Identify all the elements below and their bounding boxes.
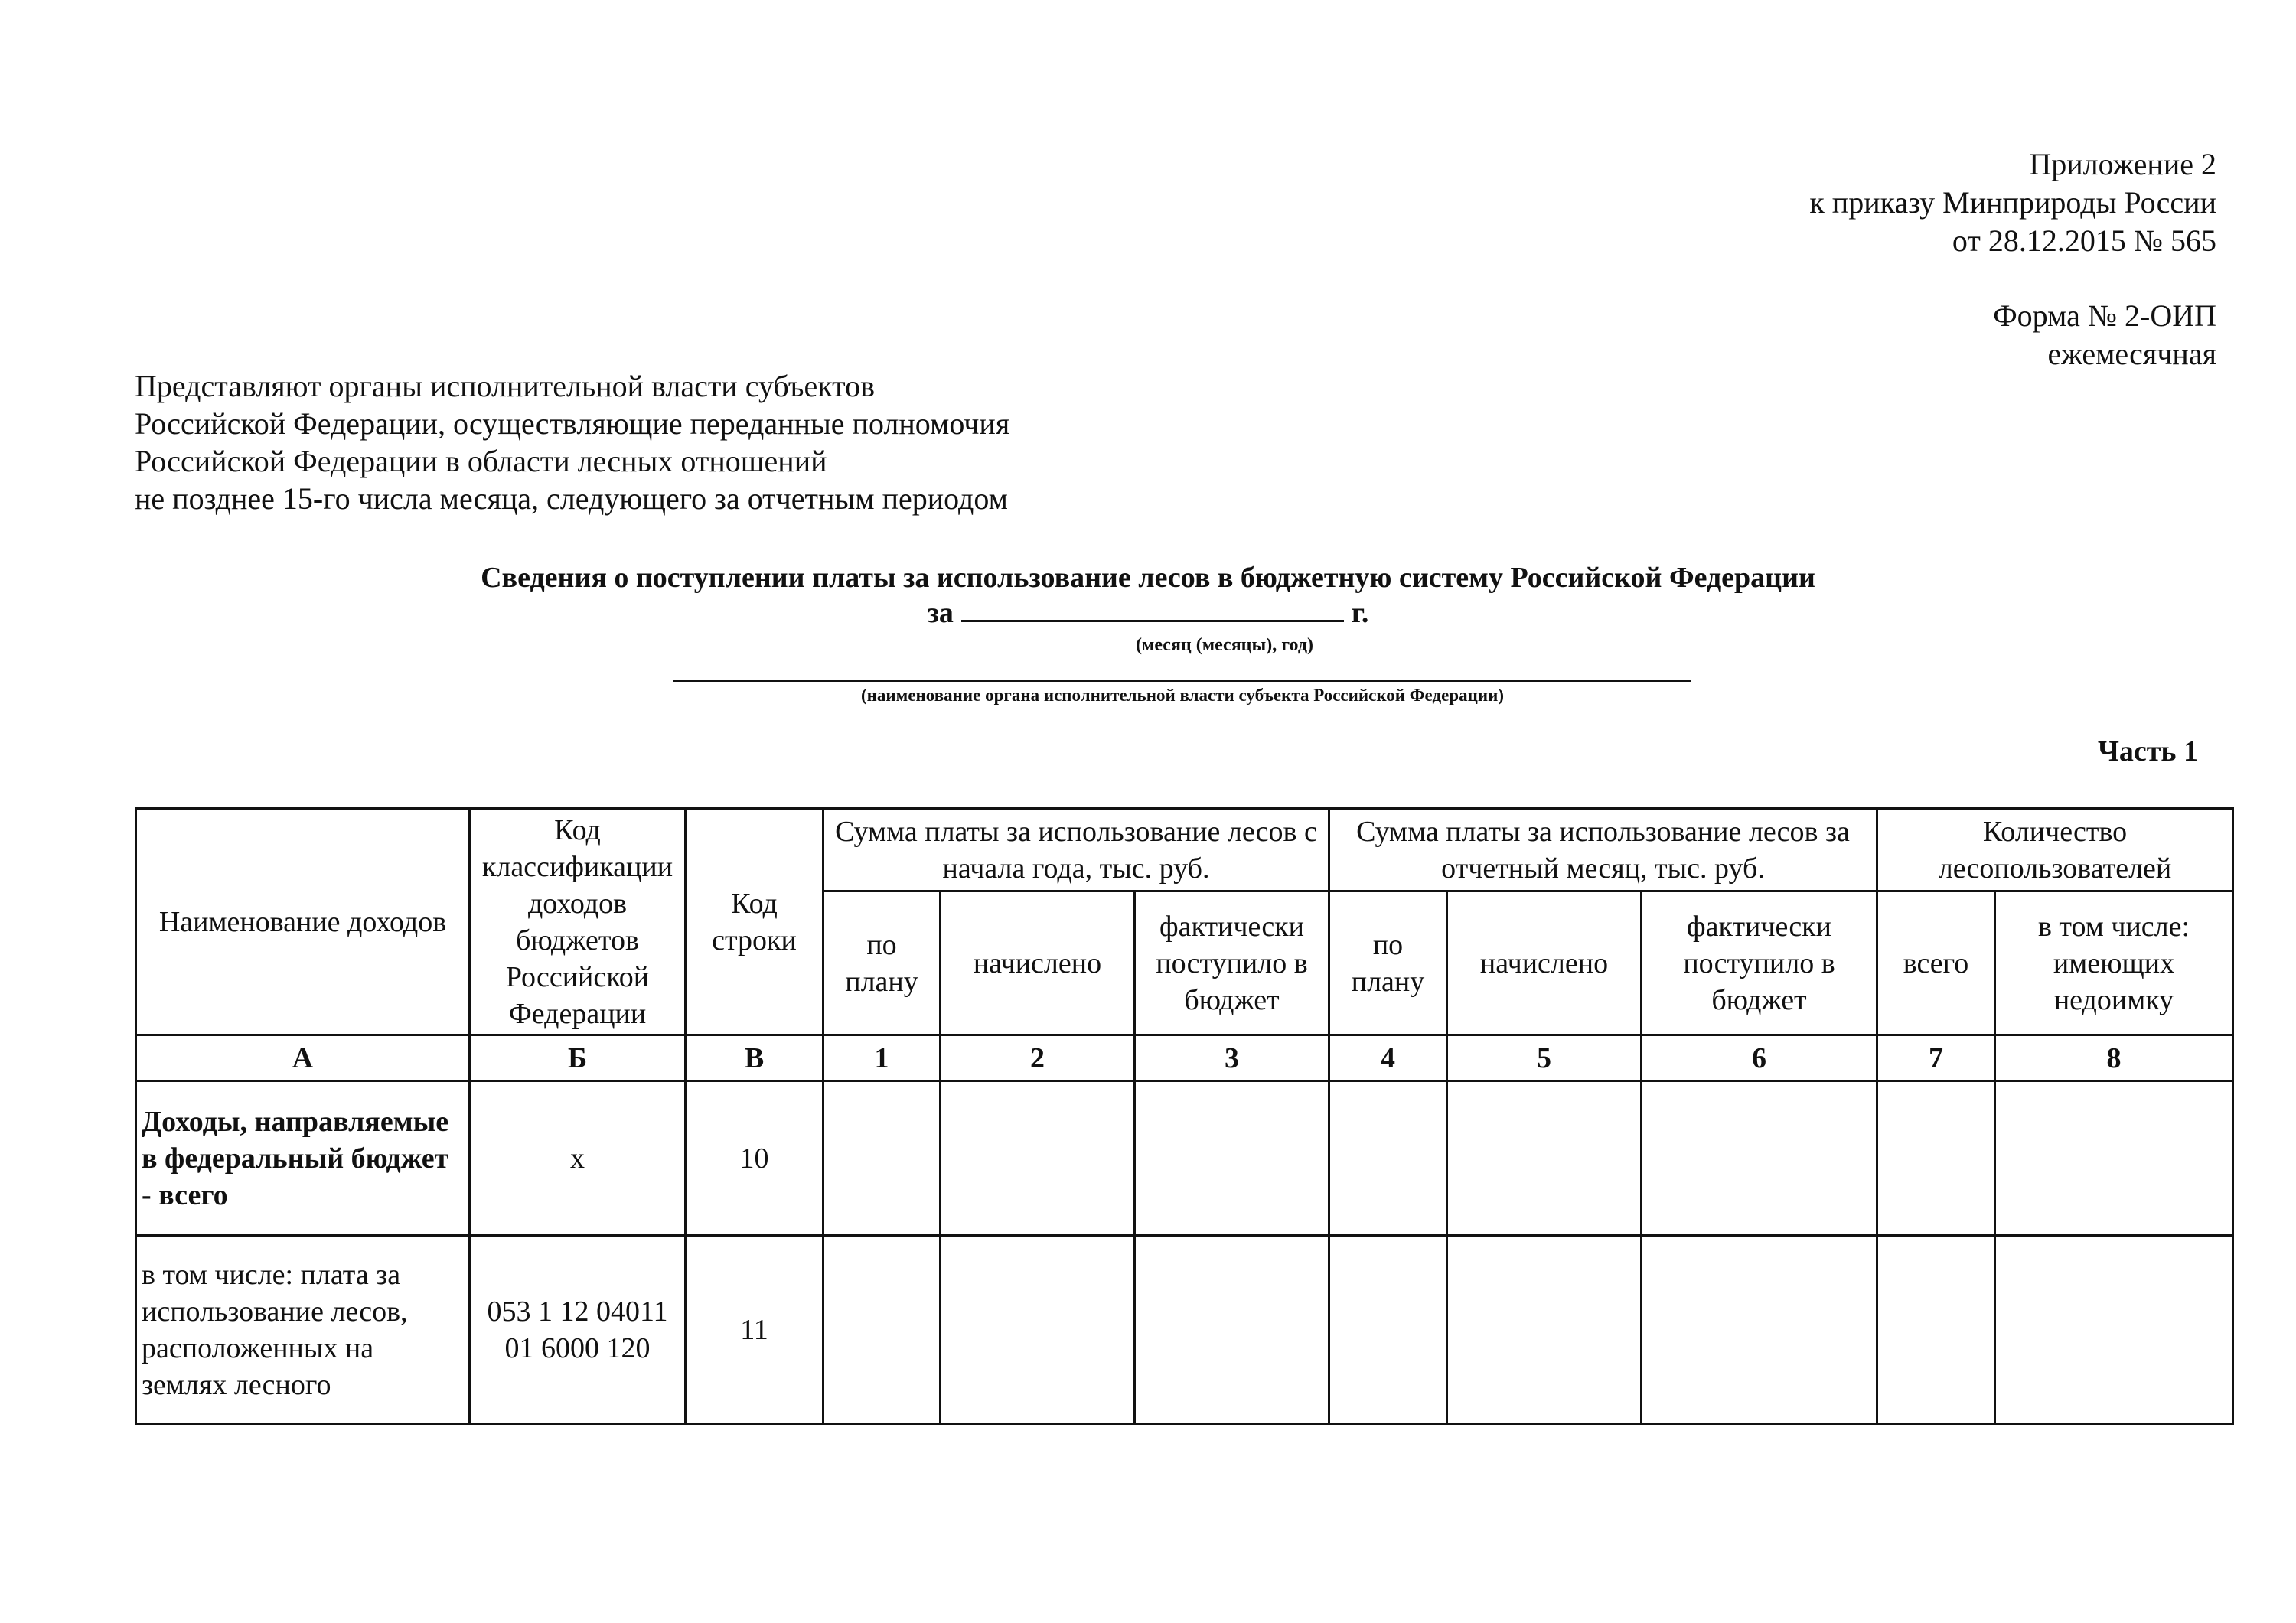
row-code: 10	[686, 1081, 823, 1236]
cell-accrued-year[interactable]	[941, 1236, 1135, 1424]
cell-users-arrears[interactable]	[1995, 1236, 2233, 1424]
document-title: Сведения о поступлении платы за использование лесов в бюджетную систему Российской Федерации	[481, 562, 1815, 594]
cell-accrued-month[interactable]	[1447, 1236, 1642, 1424]
row-classification-code: 053 1 12 04011 01 6000 120	[470, 1236, 686, 1424]
cell-received-year[interactable]	[1135, 1081, 1329, 1236]
header-plan-year: по плану	[823, 891, 941, 1035]
submitter-line: не позднее 15-го числа месяца, следующего за отчетным периодом	[135, 481, 1008, 516]
header-name: Наименование доходов	[136, 809, 470, 1035]
period-line	[0, 595, 2296, 631]
row-name: в том числе: плата за использование лесов, расположенных на землях лесного	[136, 1236, 470, 1424]
cell-accrued-year[interactable]	[941, 1081, 1135, 1236]
row-classification-code: x	[470, 1081, 686, 1236]
form-identifier	[1993, 297, 2216, 373]
cell-users-total[interactable]	[1877, 1236, 1995, 1424]
period-blank-field[interactable]	[961, 597, 1344, 622]
header-row-code: Код строки	[686, 809, 823, 1035]
period-caption: (месяц (месяцы), год)	[1136, 635, 1313, 655]
column-code: В	[686, 1035, 823, 1081]
header-accrued-month: начислено	[1447, 891, 1642, 1035]
column-code: 3	[1135, 1035, 1329, 1081]
column-code: 6	[1642, 1035, 1877, 1081]
header-received-month: фактически поступило в бюджет	[1642, 891, 1877, 1035]
income-table	[135, 807, 2234, 1425]
row-name: Доходы, направляемые в федеральный бюджет - всего	[136, 1081, 470, 1236]
appendix-order: к приказу Минприроды России	[1809, 185, 2216, 220]
appendix-order-date: от 28.12.2015 № 565	[1952, 223, 2216, 258]
table-row	[136, 1081, 2233, 1236]
submitter-line: Представляют органы исполнительной власти субъектов	[135, 369, 875, 403]
submitter-line: Российской Федерации в области лесных отношений	[135, 444, 827, 478]
header-received-year: фактически поступило в бюджет	[1135, 891, 1329, 1035]
header-group-month: Сумма платы за использование лесов за отчетный месяц, тыс. руб.	[1329, 809, 1877, 891]
column-code: 5	[1447, 1035, 1642, 1081]
authority-caption: (наименование органа исполнительной власти субъекта Российской Федерации)	[860, 686, 1504, 705]
column-code: 1	[823, 1035, 941, 1081]
appendix-reference	[1809, 145, 2216, 260]
header-plan-month: по плану	[1329, 891, 1447, 1035]
cell-received-month[interactable]	[1642, 1236, 1877, 1424]
column-code: 7	[1877, 1035, 1995, 1081]
submitter-block	[135, 367, 1009, 517]
part-label: Часть 1	[2097, 735, 2198, 768]
cell-plan-year[interactable]	[823, 1236, 941, 1424]
header-classification-code: Код классификации доходов бюджетов Российской Федерации	[470, 809, 686, 1035]
table-row	[136, 1236, 2233, 1424]
appendix-number: Приложение 2	[2029, 147, 2216, 181]
column-code: Б	[470, 1035, 686, 1081]
cell-plan-month[interactable]	[1329, 1081, 1447, 1236]
column-code: А	[136, 1035, 470, 1081]
cell-received-month[interactable]	[1642, 1081, 1877, 1236]
column-code: 8	[1995, 1035, 2233, 1081]
cell-users-arrears[interactable]	[1995, 1081, 2233, 1236]
row-code: 11	[686, 1236, 823, 1424]
cell-received-year[interactable]	[1135, 1236, 1329, 1424]
period-prefix: за	[927, 597, 954, 629]
cell-plan-year[interactable]	[823, 1081, 941, 1236]
submitter-line: Российской Федерации, осуществляющие переданные полномочия	[135, 406, 1010, 441]
cell-users-total[interactable]	[1877, 1081, 1995, 1236]
cell-plan-month[interactable]	[1329, 1236, 1447, 1424]
form-number: Форма № 2-ОИП	[1993, 298, 2216, 333]
header-row-groups	[136, 809, 2233, 891]
column-code: 2	[941, 1035, 1135, 1081]
header-accrued-year: начислено	[941, 891, 1135, 1035]
column-code: 4	[1329, 1035, 1447, 1081]
period-suffix: г.	[1351, 597, 1369, 629]
form-frequency: ежемесячная	[2047, 337, 2216, 371]
header-group-year: Сумма платы за использование лесов с начала года, тыс. руб.	[823, 809, 1329, 891]
header-users-arrears: в том числе: имеющих недоимку	[1995, 891, 2233, 1035]
header-group-users: Количество лесопользователей	[1877, 809, 2233, 891]
header-users-total: всего	[1877, 891, 1995, 1035]
cell-accrued-month[interactable]	[1447, 1081, 1642, 1236]
column-code-row	[136, 1035, 2233, 1081]
authority-blank-field[interactable]	[673, 680, 1691, 682]
